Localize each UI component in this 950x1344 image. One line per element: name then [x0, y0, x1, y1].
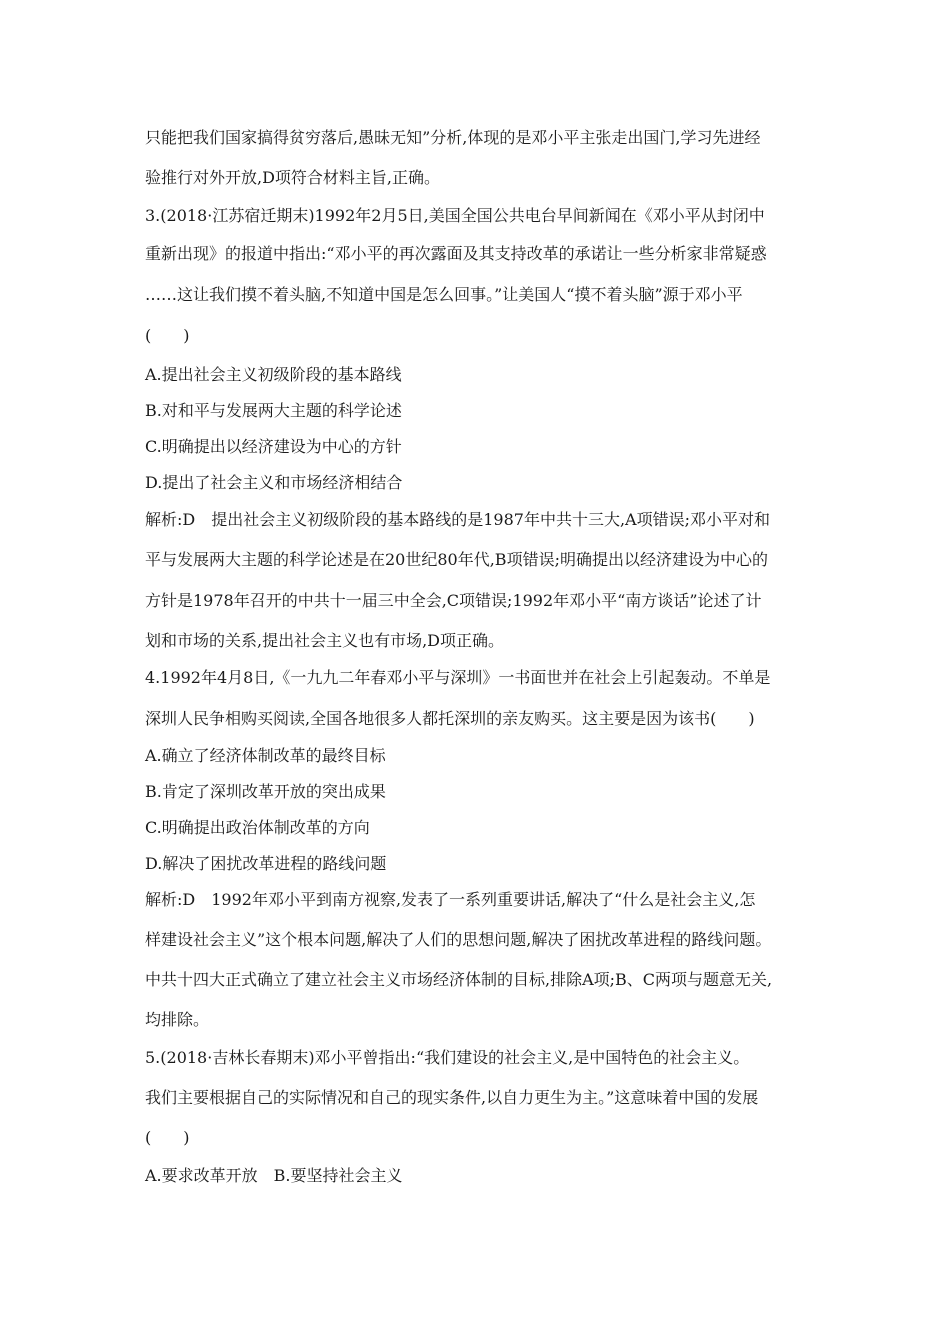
- analysis: 解析:D 提出社会主义初级阶段的基本路线的是1987年中共十三大,A项错误;邓小平对和: [145, 510, 770, 529]
- text-line: 我们主要根据自己的实际情况和自己的现实条件,以自力更生为主。”这意味着中国的发展: [145, 1088, 759, 1107]
- option-c: C.明确提出政治体制改革的方向: [145, 818, 370, 837]
- text-line: 平与发展两大主题的科学论述是在20世纪80年代,B项错误;明确提出以经济建设为中心的: [145, 550, 768, 569]
- text-line: 划和市场的关系,提出社会主义也有市场,D项正确。: [145, 631, 505, 650]
- analysis: 解析:D 1992年邓小平到南方视察,发表了一系列重要讲话,解决了“什么是社会主义,怎: [145, 890, 756, 909]
- answer-blank: ( ): [145, 1128, 190, 1147]
- option-c: C.明确提出以经济建设为中心的方针: [145, 437, 402, 456]
- option-d: D.解决了困扰改革进程的路线问题: [145, 854, 387, 873]
- text-line: 均排除。: [145, 1010, 210, 1029]
- text-line: ……这让我们摸不着头脑,不知道中国是怎么回事。”让美国人“摸不着头脑”源于邓小平: [145, 285, 743, 304]
- option-d: D.提出了社会主义和市场经济相结合: [145, 473, 403, 492]
- question-4-stem: 4.1992年4月8日,《一九九二年春邓小平与深圳》一书面世并在社会上引起轰动。不单是: [145, 668, 771, 687]
- options-ab: A.要求改革开放 B.要坚持社会主义: [145, 1166, 403, 1185]
- question-3-stem: 3.(2018·江苏宿迁期末)1992年2月5日,美国全国公共电台早间新闻在《邓小平从封闭中: [145, 206, 765, 225]
- question-5-stem: 5.(2018·吉林长春期末)邓小平曾指出:“我们建设的社会主义,是中国特色的社会主义。: [145, 1048, 750, 1067]
- answer-blank: ( ): [145, 326, 190, 345]
- option-b: B.对和平与发展两大主题的科学论述: [145, 401, 402, 420]
- text-line: 样建设社会主义”这个根本问题,解决了人们的思想问题,解决了困扰改革进程的路线问题。: [145, 930, 772, 949]
- text-line: 中共十四大正式确立了建立社会主义市场经济体制的目标,排除A项;B、C两项与题意无关,: [145, 970, 773, 989]
- text-line: 深圳人民争相购买阅读,全国各地很多人都托深圳的亲友购买。这主要是因为该书( ): [145, 709, 755, 728]
- option-a: A.提出社会主义初级阶段的基本路线: [145, 365, 402, 384]
- text-line: 验推行对外开放,D项符合材料主旨,正确。: [145, 168, 441, 187]
- option-a: A.确立了经济体制改革的最终目标: [145, 746, 386, 765]
- text-line: 只能把我们国家搞得贫穷落后,愚昧无知”分析,体现的是邓小平主张走出国门,学习先进经: [145, 128, 761, 147]
- text-line: 重新出现》的报道中指出:“邓小平的再次露面及其支持改革的承诺让一些分析家非常疑惑: [145, 244, 767, 263]
- option-b: B.肯定了深圳改革开放的突出成果: [145, 782, 386, 801]
- text-line: 方针是1978年召开的中共十一届三中全会,C项错误;1992年邓小平“南方谈话”论述了计: [145, 591, 762, 610]
